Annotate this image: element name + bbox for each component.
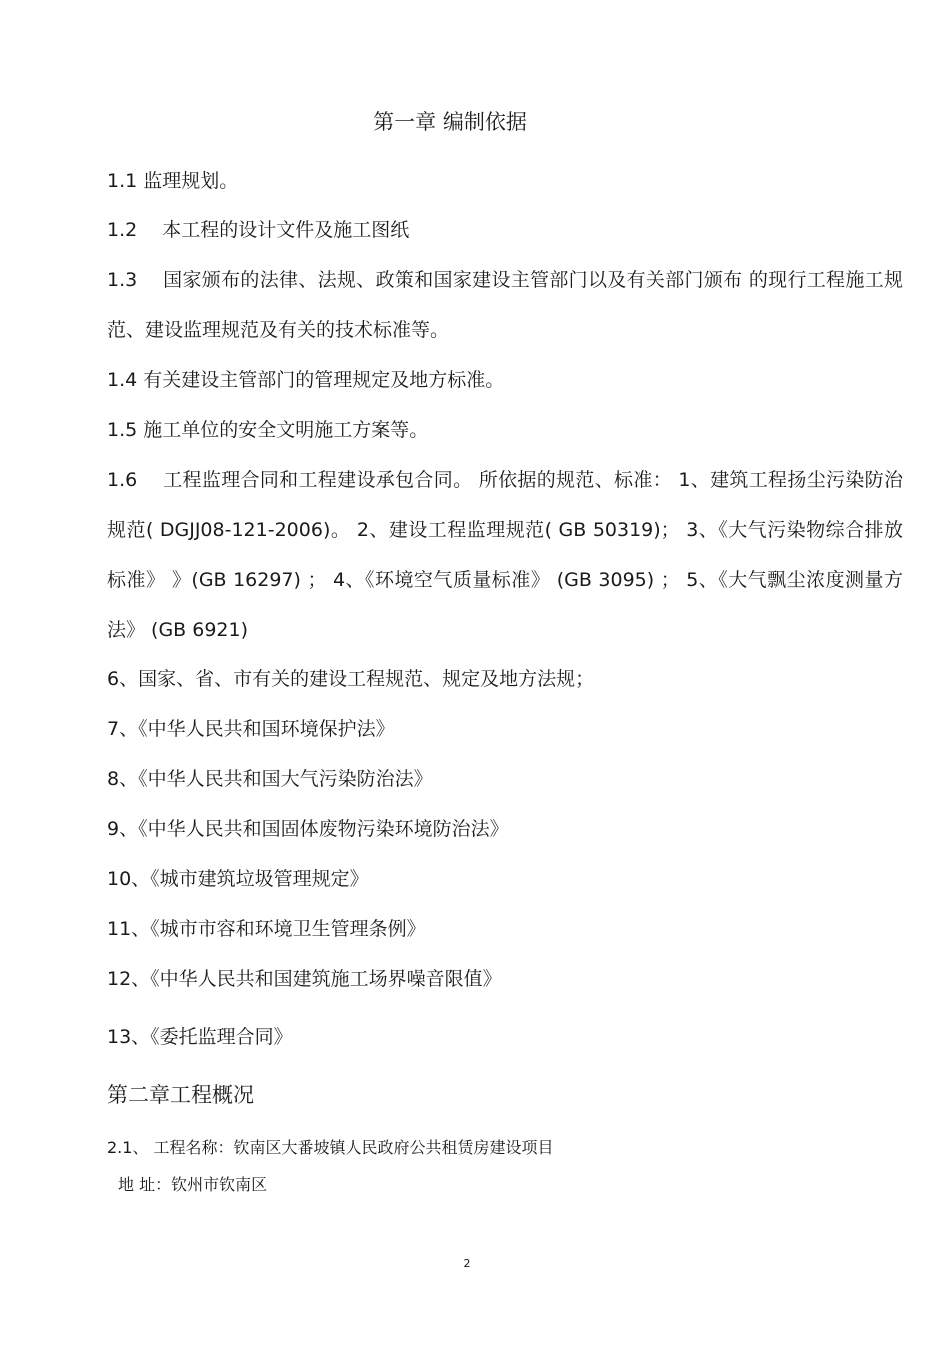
item-11: 11、《城市市容和环境卫生管理条例》 bbox=[107, 918, 426, 940]
page-number: 2 bbox=[463, 1257, 471, 1270]
item-1-5: 1.5 施工单位的安全文明施工方案等。 bbox=[107, 419, 429, 441]
item-1-3: 1.3 国家颁布的法律、法规、政策和国家建设主管部门以及有关部门颁布 的现行工程施工规范、建设监理规范及有关的技术标准等。 bbox=[107, 269, 903, 341]
item-13: 13、《委托监理合同》 bbox=[107, 1026, 293, 1048]
item-1-1: 1.1 监理规划。 bbox=[107, 170, 239, 192]
item-1-4: 1.4 有关建设主管部门的管理规定及地方标准。 bbox=[107, 369, 505, 391]
project-address: 地 址：钦州市钦南区 bbox=[118, 1175, 268, 1194]
item-1-6: 1.6 工程监理合同和工程建设承包合同。 所依据的规范、标准： 1、建筑工程扬尘污染防治规范( DGJJ08-121-2006)。 2、建设工程监理规范( GB 50319)； 3、《大气污染物综合排放标准》 》(GB 16297) ； 4、《环境空气质量标准》 (GB 3095) ； 5、《大气飘尘浓度测量方法》 (GB 6921) bbox=[107, 469, 903, 641]
item-6: 6、国家、省、市有关的建设工程规范、规定及地方法规； bbox=[107, 668, 595, 690]
item-9: 9、《中华人民共和国固体废物污染环境防治法》 bbox=[107, 818, 509, 840]
item-12: 12、《中华人民共和国建筑施工场界噪音限值》 bbox=[107, 968, 502, 990]
project-name: 2.1、 工程名称：钦南区大番坡镇人民政府公共租赁房建设项目 bbox=[107, 1138, 554, 1157]
item-8: 8、《中华人民共和国大气污染防治法》 bbox=[107, 768, 433, 790]
chapter-1-title: 第一章 编制依据 bbox=[373, 110, 527, 134]
item-10: 10、《城市建筑垃圾管理规定》 bbox=[107, 868, 369, 890]
item-1-2: 1.2 本工程的设计文件及施工图纸 bbox=[107, 219, 410, 241]
item-7: 7、《中华人民共和国环境保护法》 bbox=[107, 718, 395, 740]
chapter-2-title: 第二章工程概况 bbox=[107, 1083, 254, 1107]
